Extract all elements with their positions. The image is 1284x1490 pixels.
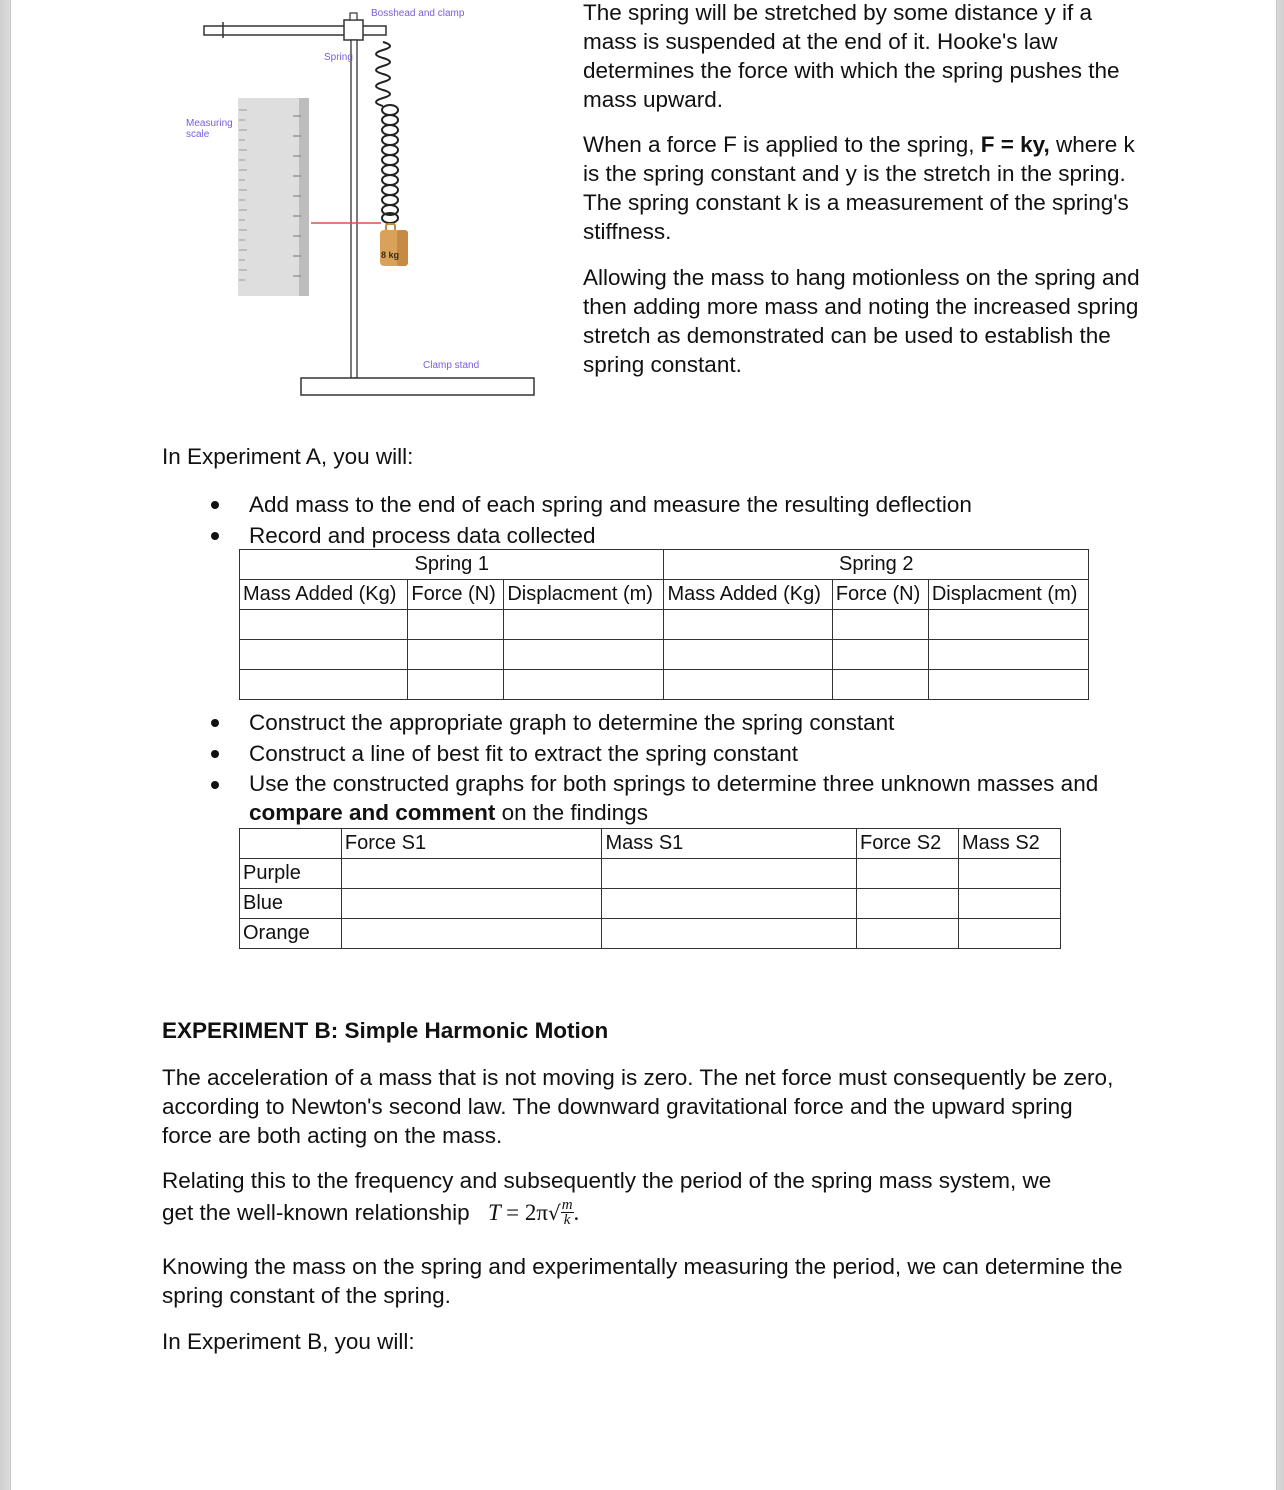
experiment-a-steps-1 (201, 489, 972, 551)
formula-fraction (561, 1198, 574, 1227)
list-item (201, 707, 1149, 738)
experiment-a-intro: In Experiment A, you will: (162, 444, 414, 469)
table-header-row (240, 829, 1061, 859)
table-cell[interactable] (504, 670, 664, 700)
list-item-text: Use the constructed graphs for both springs to determine three unknown masses and (249, 771, 1099, 796)
bullet-icon (211, 719, 219, 727)
column-header: Force S1 (341, 829, 602, 859)
table-cell[interactable] (928, 610, 1088, 640)
formula-lhs: T (487, 1200, 501, 1225)
experiment-b-heading: EXPERIMENT B: Simple Harmonic Motion (162, 1018, 609, 1043)
row-label: Blue (240, 889, 342, 919)
table-cell[interactable] (408, 610, 504, 640)
formula-numerator: m (561, 1197, 573, 1214)
measuring-scale-label: Measuring scale (186, 118, 233, 140)
table-row (240, 670, 1089, 700)
intro-paragraph-2 (583, 130, 1143, 246)
square-root-icon: √ (547, 1201, 561, 1225)
experiment-b-paragraph-1-line: Relating this to the frequency and subsequently the period of the spring mass system, we (162, 1168, 1052, 1193)
list-item (201, 489, 972, 520)
row-label: Purple (240, 859, 342, 889)
table-cell[interactable] (341, 859, 602, 889)
experiment-b-paragraph-3: Knowing the mass on the spring and experimentally measuring the period, we can determine the spring constant of the spring. (162, 1254, 1123, 1308)
row-label: Orange (240, 919, 342, 949)
table-cell[interactable] (857, 859, 959, 889)
document-page (10, 0, 1277, 1490)
list-item-text-end: on the findings (495, 800, 648, 825)
intro-paragraph-3: Allowing the mass to hang motionless on the spring and then adding more mass and noting the increased spring stretch as demonstrated can be used to establish the spring constant. (583, 265, 1140, 377)
relationship-text: get the well-known relationship (162, 1200, 470, 1225)
list-item-text: Add mass to the end of each spring and measure the resulting deflection (249, 492, 972, 517)
table-row (240, 610, 1089, 640)
table-row (240, 919, 1061, 949)
list-item-text: Record and process data collected (249, 523, 596, 548)
bullet-icon (211, 501, 219, 509)
period-formula (487, 1197, 580, 1229)
spring-1-header: Spring 1 (240, 550, 664, 580)
experiment-a-steps-2 (201, 707, 1149, 827)
column-header: Displacment (m) (504, 580, 664, 610)
bullet-icon (211, 781, 219, 789)
formula-period: . (573, 1200, 580, 1225)
table-cell[interactable] (857, 889, 959, 919)
table-cell[interactable] (959, 889, 1061, 919)
clamp-stand-label: Clamp stand (423, 360, 480, 371)
table-row (240, 889, 1061, 919)
experiment-b-paragraph-1: The acceleration of a mass that is not moving is zero. The net force must consequently be zero, according to Newton's second law. The downward gravitational force and the upward spring force are both acting on the mass. (162, 1065, 1114, 1148)
table-cell[interactable] (602, 859, 857, 889)
table-cell[interactable] (602, 889, 857, 919)
table-header-row (240, 580, 1089, 610)
clamp-stand-illustration (161, 0, 561, 410)
table-cell[interactable] (341, 919, 602, 949)
table-cell[interactable] (504, 640, 664, 670)
column-header: Mass S2 (959, 829, 1061, 859)
table-cell[interactable] (408, 670, 504, 700)
list-item (201, 769, 1149, 827)
bosshead-label: Bosshead and clamp (371, 8, 465, 19)
column-header: Force S2 (857, 829, 959, 859)
spring-apparatus-diagram (161, 0, 561, 410)
column-header: Force (N) (408, 580, 504, 610)
left-margin-shadow (0, 0, 10, 1490)
column-header: Mass Added (Kg) (664, 580, 832, 610)
intro-paragraph-1: The spring will be stretched by some distance y if a mass is suspended at the end of it. Hooke's law determines the force with which the spring pushes the mass upward. (583, 0, 1120, 112)
column-header: Mass Added (Kg) (240, 580, 408, 610)
table-cell[interactable] (664, 670, 832, 700)
table-row (240, 640, 1089, 670)
table-cell[interactable] (664, 640, 832, 670)
list-item (201, 520, 972, 551)
list-item-text: Construct a line of best fit to extract the spring constant (249, 741, 799, 766)
table-cell[interactable] (504, 610, 664, 640)
table-cell[interactable] (832, 670, 928, 700)
experiment-b-paragraph-2 (162, 1198, 579, 1229)
table-cell[interactable] (664, 610, 832, 640)
emphasis-text: compare and comment (249, 800, 496, 825)
table-cell[interactable] (928, 670, 1088, 700)
table-cell[interactable] (832, 640, 928, 670)
mass-label: 8 kg (381, 250, 400, 260)
column-header (240, 829, 342, 859)
table-cell[interactable] (832, 610, 928, 640)
spring-2-header: Spring 2 (664, 550, 1089, 580)
table-cell[interactable] (240, 640, 408, 670)
list-item-text: Construct the appropriate graph to determine the spring constant (249, 710, 895, 735)
table-row (240, 859, 1061, 889)
table-group-header-row (240, 550, 1089, 580)
unknown-masses-table (239, 828, 1061, 949)
bullet-icon (211, 532, 219, 540)
table-cell[interactable] (602, 919, 857, 949)
column-header: Force (N) (832, 580, 928, 610)
intro-p2-text-end: where k is the spring constant and y is the stretch in the spring. The spring constant k is a measurement of the spring's stiffness. (583, 132, 1135, 244)
column-header: Displacment (m) (928, 580, 1088, 610)
experiment-b-intro: In Experiment B, you will: (162, 1329, 415, 1354)
spring-label: Spring (324, 52, 353, 63)
bullet-icon (211, 750, 219, 758)
hookes-law-formula: F = ky, (980, 132, 1050, 157)
table-cell[interactable] (341, 889, 602, 919)
column-header: Mass S1 (602, 829, 857, 859)
table-cell[interactable] (240, 610, 408, 640)
table-cell[interactable] (959, 919, 1061, 949)
formula-coefficient: 2π (524, 1200, 548, 1225)
list-item (201, 738, 1149, 769)
table-cell[interactable] (928, 640, 1088, 670)
intro-p2-text: When a force F is applied to the spring, (583, 132, 981, 157)
formula-equals: = (506, 1200, 520, 1225)
table-cell[interactable] (857, 919, 959, 949)
table-cell[interactable] (959, 859, 1061, 889)
formula-denominator: k (563, 1212, 571, 1229)
spring-data-table (239, 549, 1089, 700)
table-cell[interactable] (240, 670, 408, 700)
table-cell[interactable] (408, 640, 504, 670)
